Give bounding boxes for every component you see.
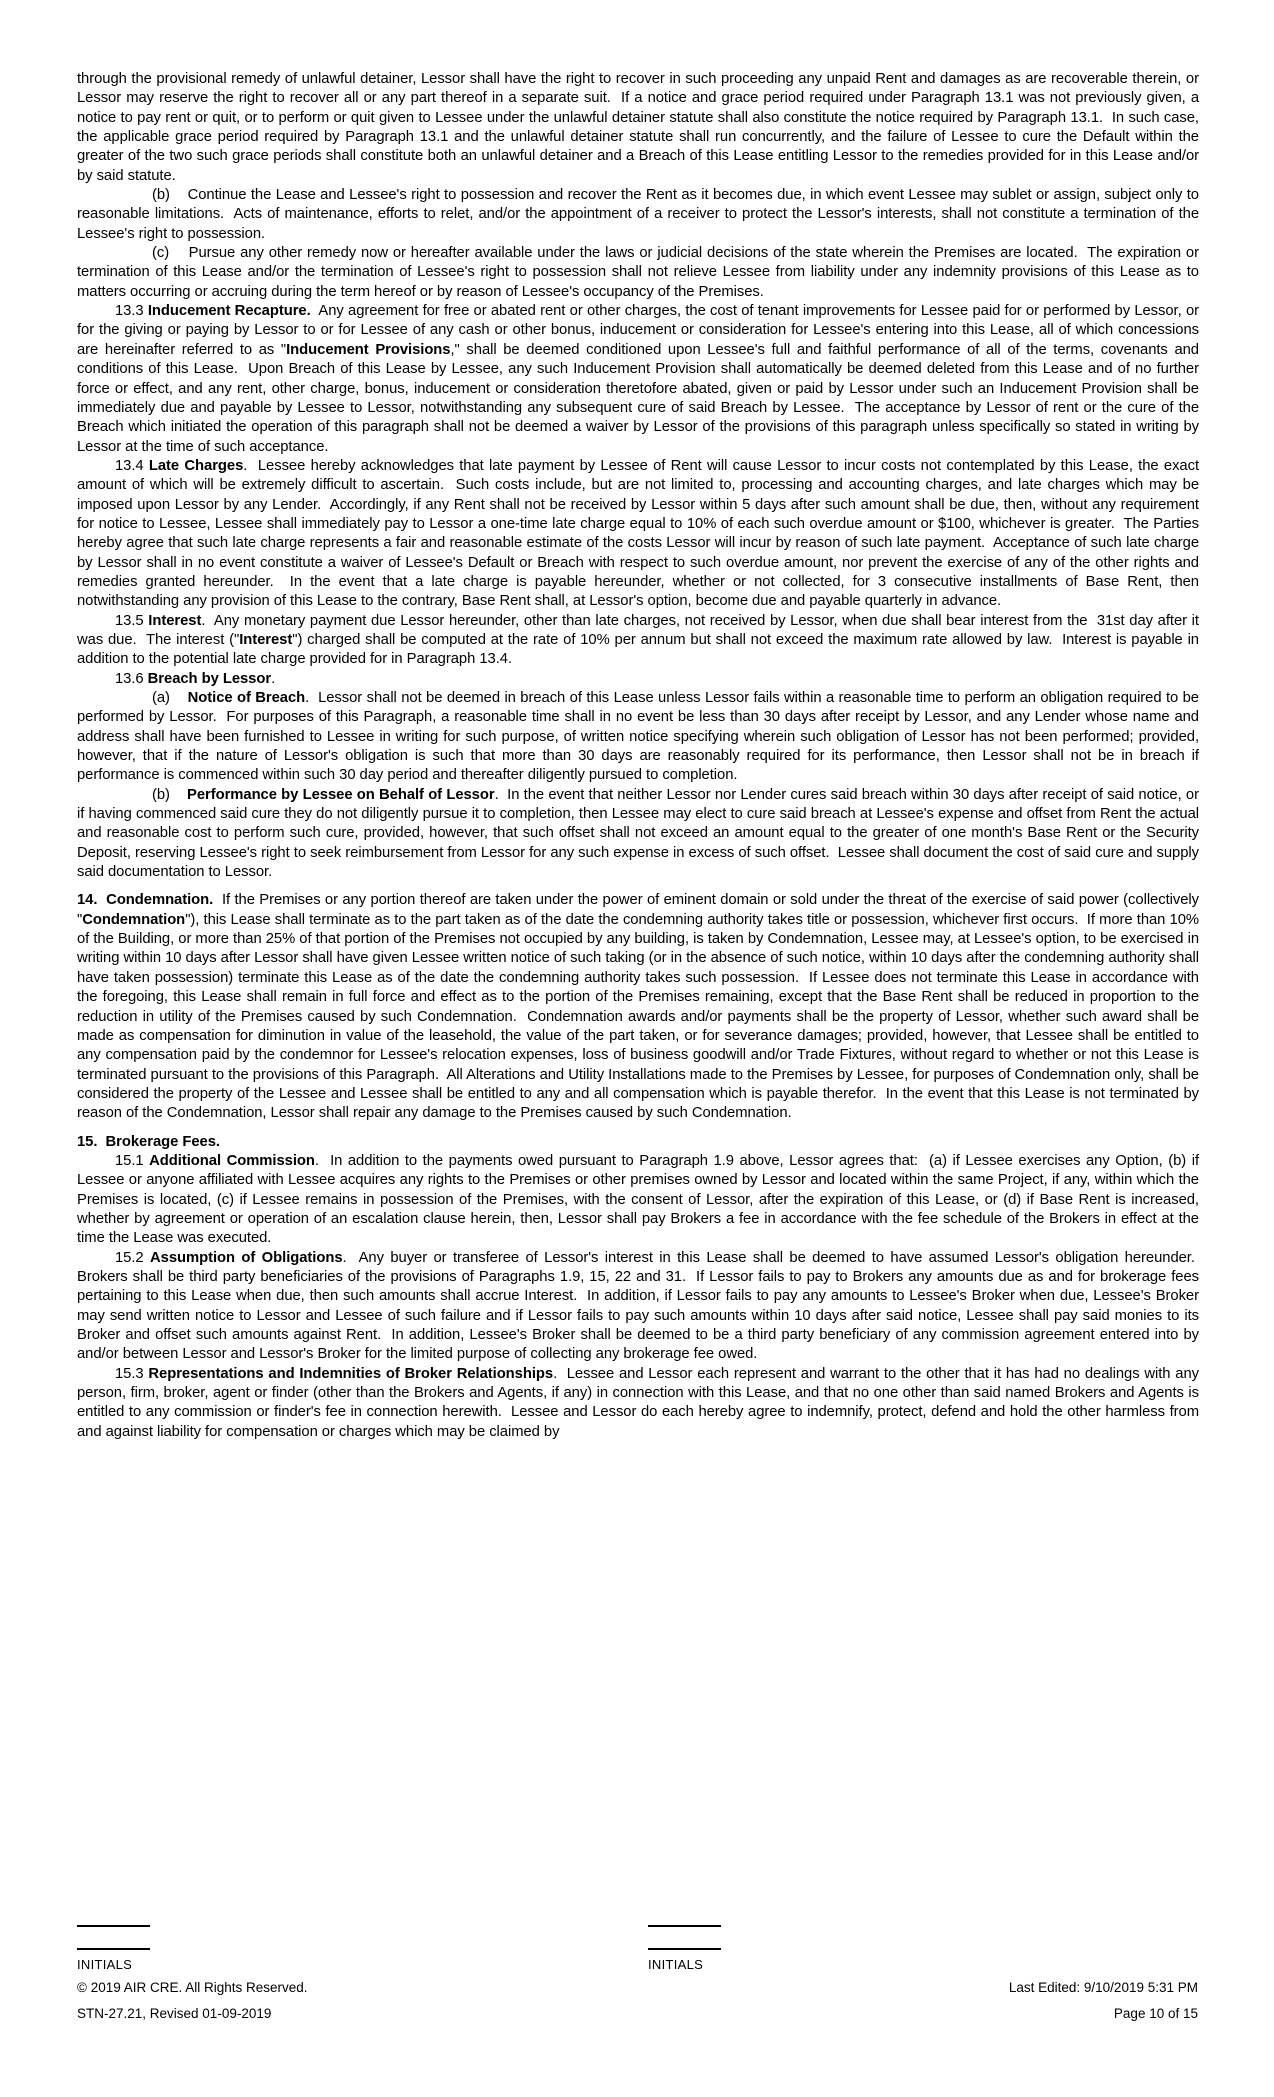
paragraph: (b) Continue the Lease and Lessee's right to possession and recover the Rent as it becomes due, in which event Lessee may sublet or assign, subject only to reasonable limitations. Acts of maintenance, efforts to relet, and/or the appointment of a receiver to protect the Lessor's interests, shall not constitute a termination of the Lessee's right to possession.: [77, 187, 1199, 242]
paragraph: 13.4 Late Charges. Lessee hereby acknowledges that late payment by Lessee of Rent will cause Lessor to incur costs not contemplated by this Lease, the exact amount of which will be extremely difficult to ascertain. Such costs include, but are not limited to, processing and accounting charges, and late charges which may be imposed upon Lessor by any Lender. Accordingly, if any Rent shall not be received by Lessor within 5 days after such amount shall be due, then, without any requirement for notice to Lessee, Lessee shall immediately pay to Lessor a one-time late charge equal to 10% of each such overdue amount or $100, whichever is greater. The Parties hereby agree that such late charge represents a fair and reasonable estimate of the costs Lessor will incur by reason of such late payment. Acceptance of such late charge by Lessor shall in no event constitute a waiver of Lessee's Default or Breach with respect to such overdue amount, nor prevent the exercise of any of the other rights and remedies granted hereunder. In the event that a late charge is payable hereunder, whether or not collected, for 3 consecutive installments of Base Rent, then notwithstanding any provision of this Lease to the contrary, Base Rent shall, at Lessor's option, become due and payable quarterly in advance.: [77, 457, 1200, 610]
initials-label: INITIALS: [77, 1957, 133, 1972]
initials-signature-line[interactable]: [648, 1948, 721, 1950]
document-body: [77, 70, 1199, 1442]
paragraph: 15.1 Additional Commission. In addition to the payments owed pursuant to Paragraph 1.9 above, Lessor agrees that: (a) if Lessee exercises any Option, (b) if Lessee or anyone affiliated with Lessee acquires any rights to the Premises or other premises owned by Lessor and located within the same Project, if any, within which the Premises is located, (c) if Lessee remains in possession of the Premises, with the consent of Lessor, after the expiration of this Lease, or (d) if Base Rent is increased, whether by agreement or operation of an escalation clause herein, then, Lessor shall pay Brokers a fee in accordance with the fee schedule of the Brokers in effect at the time the Lease was executed.: [77, 1152, 1199, 1247]
initials-block-left: [77, 1925, 157, 1972]
paragraph: 15. Brokerage Fees.: [77, 1133, 220, 1150]
initials-signature-line[interactable]: [77, 1948, 150, 1950]
footer-row-copyright: [77, 1980, 1198, 1995]
paragraph: 14. Condemnation. If the Premises or any portion thereof are taken under the power of eminent domain or sold under the threat of the exercise of said power (collectively "Condemnation"), this Lease shall terminate as to the part taken as of the date the condemning authority takes title or possession, whichever first occurs. If more than 10% of the Building, or more than 25% of that portion of the Premises not occupied by any building, is taken by Condemnation, Lessee may, at Lessee's option, to be exercised in writing within 10 days after Lessor shall have given Lessee written notice of such taking (or in the absence of such notice, within 10 days after the condemning authority shall have taken possession) terminate this Lease as of the date the condemning authority takes such possession. If Lessee does not terminate this Lease in accordance with the foregoing, this Lease shall remain in full force and effect as to the portion of the Premises remaining, except that the Base Rent shall be reduced in proportion to the reduction in utility of the Premises caused by such Condemnation. Condemnation awards and/or payments shall be the property of Lessor, whether such award shall be made as compensation for diminution in value of the leasehold, the value of the part taken, or for severance damages; provided, however, that Lessee shall be entitled to any compensation paid by the condemnor for Lessee's relocation expenses, loss of business goodwill and/or Trade Fixtures, without regard to whether or not this Lease is terminated pursuant to the provisions of this Paragraph. All Alterations and Utility Installations made to the Premises by Lessee, for purposes of Condemnation only, shall be considered the property of the Lessee and Lessee shall be entitled to any and all compensation which is payable therefor. In the event that this Lease is not terminated by reason of the Condemnation, Lessor shall repair any damage to the Premises caused by such Condemnation.: [77, 892, 1200, 1122]
paragraph: 15.3 Representations and Indemnities of Broker Relationships. Lessee and Lessor each represent and warrant to the other that it has had no dealings with any person, firm, broker, agent or finder (other than the Brokers and Agents, if any) in connection with this Lease, and that no one other than said named Brokers and Agents is entitled to any commission or finder's fee in connection herewith. Lessee and Lessor do each hereby agree to indemnify, protect, defend and hold the other harmless from and against liability for compensation or charges which may be claimed by: [77, 1365, 1199, 1440]
paragraph: (a) Notice of Breach. Lessor shall not be deemed in breach of this Lease unless Lessor fails within a reasonable time to perform an obligation required to be performed by Lessor. For purposes of this Paragraph, a reasonable time shall in no event be less than 30 days after receipt by Lessor, and any Lender whose name and address shall have been furnished to Lessee in writing for such purpose, of written notice specifying wherein such obligation of Lessor has not been performed; provided, however, that if the nature of Lessor's obligation is such that more than 30 days are reasonably required for its performance, then Lessor shall not be in breach if performance is commenced within such 30 day period and thereafter diligently pursued to completion.: [77, 690, 1199, 784]
page-number-text: Page 10 of 15: [1113, 2006, 1198, 2021]
footer-row-form: [77, 2006, 1198, 2021]
initials-label: INITIALS: [648, 1957, 704, 1972]
form-id-text: STN-27.21, Revised 01-09-2019: [77, 2006, 272, 2021]
paragraph: (b) Performance by Lessee on Behalf of Lessor. In the event that neither Lessor nor Lender cures said breach within 30 days after receipt of said notice, or if having commenced said cure they do not diligently pursue it to completion, then Lessee may elect to cure said breach at Lessee's expense and offset from Rent the actual and reasonable cost to perform such cure, provided, however, that such offset shall not exceed an amount equal to the greater of one month's Base Rent or the Security Deposit, reserving Lessee's right to seek reimbursement from Lessor for any such expense in excess of such offset. Lessee shall document the cost of said cure and supply said documentation to Lessor.: [77, 786, 1199, 881]
paragraph: through the provisional remedy of unlawful detainer, Lessor shall have the right to recover in such proceeding any unpaid Rent and damages as are recoverable therein, or Lessor may reserve the right to recover all or any part thereof in a separate suit. If a notice and grace period required under Paragraph 13.1 was not previously given, a notice to pay rent or quit, or to perform or quit given to Lessee under the unlawful detainer statute shall also constitute the notice required by Paragraph 13.1. In such case, the applicable grace period required by Paragraph 13.1 and the unlawful detainer statute shall run concurrently, and the failure of Lessee to cure the Default within the greater of the two such grace periods shall constitute both an unlawful detainer and a Breach of this Lease entitling Lessor to the remedies provided for in this Lease and/or by said statute.: [77, 71, 1199, 184]
paragraph: 15.2 Assumption of Obligations. Any buyer or transferee of Lessor's interest in this Lease shall be deemed to have assumed Lessor's obligation hereunder. Brokers shall be third party beneficiaries of the provisions of Paragraphs 1.9, 15, 22 and 31. If Lessor fails to pay to Brokers any amounts due as and for brokerage fees pertaining to this Lease when due, then such amounts shall accrue Interest. In addition, if Lessor fails to pay any amounts to Lessee's Broker when due, Lessee's Broker may send written notice to Lessor and Lessee of such failure and if Lessor fails to pay such amounts within 10 days after said notice, Lessee shall pay said monies to its Broker and offset such amounts against Rent. In addition, Lessee's Broker shall be deemed to be a third party beneficiary of any commission agreement entered into by and/or between Lessor and Lessor's Broker for the limited purpose of collecting any brokerage fee owed.: [77, 1249, 1199, 1363]
paragraph: 13.5 Interest. Any monetary payment due Lessor hereunder, other than late charges, not received by Lessor, when due shall bear interest from the 31st day after it was due. The interest ("Interest") charged shall be computed at the rate of 10% per annum but shall not exceed the maximum rate allowed by law. Interest is payable in addition to the potential late charge provided for in Paragraph 13.4.: [77, 612, 1199, 668]
initials-signature-line[interactable]: [648, 1925, 721, 1927]
initials-signature-line[interactable]: [77, 1925, 150, 1927]
copyright-text: © 2019 AIR CRE. All Rights Reserved.: [77, 1980, 308, 1995]
paragraph: (c) Pursue any other remedy now or hereafter available under the laws or judicial decisions of the state wherein the Premises are located. The expiration or termination of this Lease and/or the termination of Lessee's right to possession shall not relieve Lessee from liability under any indemnity provisions of this Lease as to matters occurring or accruing during the term hereof or by reason of Lessee's occupancy of the Premises.: [77, 245, 1199, 300]
last-edited-text: Last Edited: 9/10/2019 5:31 PM: [1008, 1980, 1198, 1995]
initials-block-right: [648, 1925, 728, 1972]
paragraph: 13.6 Breach by Lessor.: [115, 670, 276, 687]
paragraph: 13.3 Inducement Recapture. Any agreement for free or abated rent or other charges, the cost of tenant improvements for Lessee paid for or performed by Lessor, or for the giving or paying by Lessor to or for Lessee of any cash or other bonus, inducement or consideration for Lessee's entering into this Lease, all of which concessions are hereinafter referred to as "Inducement Provisions," shall be deemed conditioned upon Lessee's full and faithful performance of all of the terms, covenants and conditions of this Lease. Upon Breach of this Lease by Lessee, any such Inducement Provision shall automatically be deemed deleted from this Lease and of no further force or effect, and any rent, other charge, bonus, inducement or consideration theretofore abated, given or paid by Lessor under such an Inducement Provision shall be immediately due and payable by Lessee to Lessor, notwithstanding any subsequent cure of said Breach by Lessee. The acceptance by Lessor of rent or the cure of the Breach which initiated the operation of this paragraph shall not be deemed a waiver by Lessor of the provisions of this paragraph unless specifically so stated in writing by Lessor at the time of such acceptance.: [77, 303, 1199, 455]
